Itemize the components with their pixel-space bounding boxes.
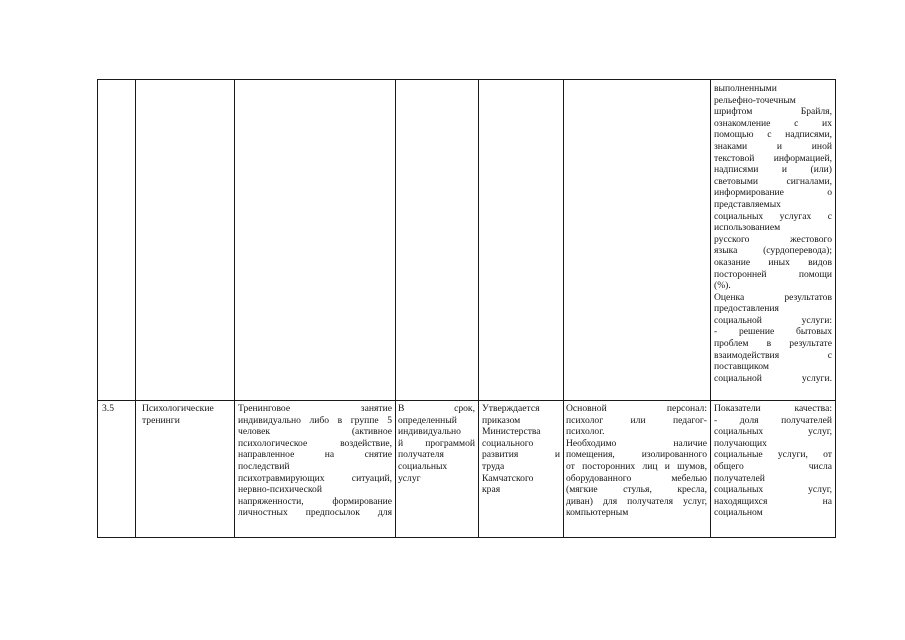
text-line: световыми сигналами, <box>714 175 832 187</box>
text-line: шрифтом Брайля, <box>714 106 832 118</box>
service-name <box>142 403 232 426</box>
service-term <box>398 403 475 484</box>
text-line: психолог или педагог- <box>566 414 707 426</box>
text-line: от посторонних лиц и шумов, <box>566 460 707 472</box>
text-line: - решение бытовых <box>714 326 832 338</box>
top-row-quality-text <box>714 83 832 384</box>
text-line: взаимодействия с <box>714 349 832 361</box>
text-line: социальных услугах с <box>714 210 832 222</box>
text-line: труда <box>482 460 505 472</box>
text-line: Министерства <box>482 426 541 438</box>
text-line: языка (сурдоперевода); <box>714 245 832 257</box>
text-line: оборудованного мебелью <box>566 472 707 484</box>
text-line: Основной персонал: <box>566 403 707 414</box>
service-description <box>238 403 392 519</box>
text-line: социальных <box>398 460 448 472</box>
row-divider <box>97 400 835 401</box>
text-line: рельефно-точечным <box>714 94 796 106</box>
text-line: знаками и иной <box>714 140 832 152</box>
text-line: социального <box>482 437 534 449</box>
col-border-2 <box>234 79 235 538</box>
text-line: человек (активное <box>238 426 392 438</box>
text-line: Оценка результатов <box>714 291 832 303</box>
text-line: края <box>482 484 501 496</box>
col-border-5 <box>563 79 564 538</box>
table-bottom-border <box>97 537 835 538</box>
text-line: социальной услуги: <box>714 314 832 326</box>
text-line: индивидуально <box>398 426 461 438</box>
text-line: выполненными <box>714 83 777 94</box>
text-line: направленное на снятие <box>238 449 392 461</box>
text-line: - доля получателей <box>714 414 832 426</box>
text-line: помощью с надписями, <box>714 129 832 141</box>
text-line: Необходимо наличие <box>566 437 707 449</box>
service-conditions <box>566 403 707 519</box>
text-line: услуг <box>398 472 421 484</box>
text-line: (%). <box>714 280 731 292</box>
text-line: В срок, <box>398 403 475 414</box>
text-line: личностных предпосылок для <box>238 507 392 519</box>
text-line: получателя <box>398 449 444 461</box>
text-line: ознакомление с их <box>714 117 832 129</box>
text-line: общего числа <box>714 460 832 472</box>
text-line: предоставления <box>714 303 779 315</box>
text-line: помещения, изолированного <box>566 449 707 461</box>
text-line: социальном <box>714 507 763 519</box>
service-approval <box>482 403 560 496</box>
text-line: социальных услуг, <box>714 484 832 496</box>
text-line: социальной услуги. <box>714 372 832 384</box>
text-line: последствий <box>238 460 290 472</box>
text-line: надписями и (или) <box>714 164 832 176</box>
col-border-0 <box>97 79 98 538</box>
text-line: компьютерным <box>566 507 629 519</box>
service-quality-indicators <box>714 403 832 519</box>
text-line: проблем в результате <box>714 338 832 350</box>
text-line: приказом <box>482 414 521 426</box>
text-line: получающих <box>714 437 767 449</box>
text-line: посторонней помощи <box>714 268 832 280</box>
text-line: индивидуально либо в группе 5 <box>238 414 392 426</box>
text-line: информирование о <box>714 187 832 199</box>
text-line: диван) для получателя услуг, <box>566 495 707 507</box>
text-line: Утверждается <box>482 403 540 414</box>
text-line: й программой <box>398 437 475 449</box>
text-line: Показатели качества: <box>714 403 832 414</box>
text-line: социальные услуги, от <box>714 449 832 461</box>
text-line: поставщиком <box>714 361 769 373</box>
text-line: социальных услуг, <box>714 426 832 438</box>
text-line: находящихся на <box>714 495 832 507</box>
text-line: русского жестового <box>714 233 832 245</box>
text-line: психотравмирующих ситуаций, <box>238 472 392 484</box>
col-border-6 <box>710 79 711 538</box>
text-line: определенный <box>398 414 457 426</box>
table-top-border <box>97 79 835 80</box>
text-line: нервно-психической <box>238 484 322 496</box>
text-line: представляемых <box>714 198 781 210</box>
text-line: Психологические <box>142 403 214 414</box>
text-line: тренинги <box>142 414 180 426</box>
col-border-1 <box>135 79 136 538</box>
text-line: Тренинговое занятие <box>238 403 392 414</box>
col-border-7 <box>835 79 836 538</box>
text-line: использованием <box>714 222 781 234</box>
col-border-3 <box>395 79 396 538</box>
text-line: оказание иных видов <box>714 256 832 268</box>
text-line: развития и <box>482 449 560 461</box>
text-line: Камчатского <box>482 472 534 484</box>
row-number: 3.5 <box>102 403 114 414</box>
text-line: текстовой информацией, <box>714 152 832 164</box>
text-line: получателей <box>714 472 765 484</box>
text-line: психологическое воздействие, <box>238 437 392 449</box>
text-line: (мягкие стулья, кресла, <box>566 484 707 496</box>
col-border-4 <box>478 79 479 538</box>
text-line: напряженности, формирование <box>238 495 392 507</box>
text-line: психолог. <box>566 426 605 438</box>
